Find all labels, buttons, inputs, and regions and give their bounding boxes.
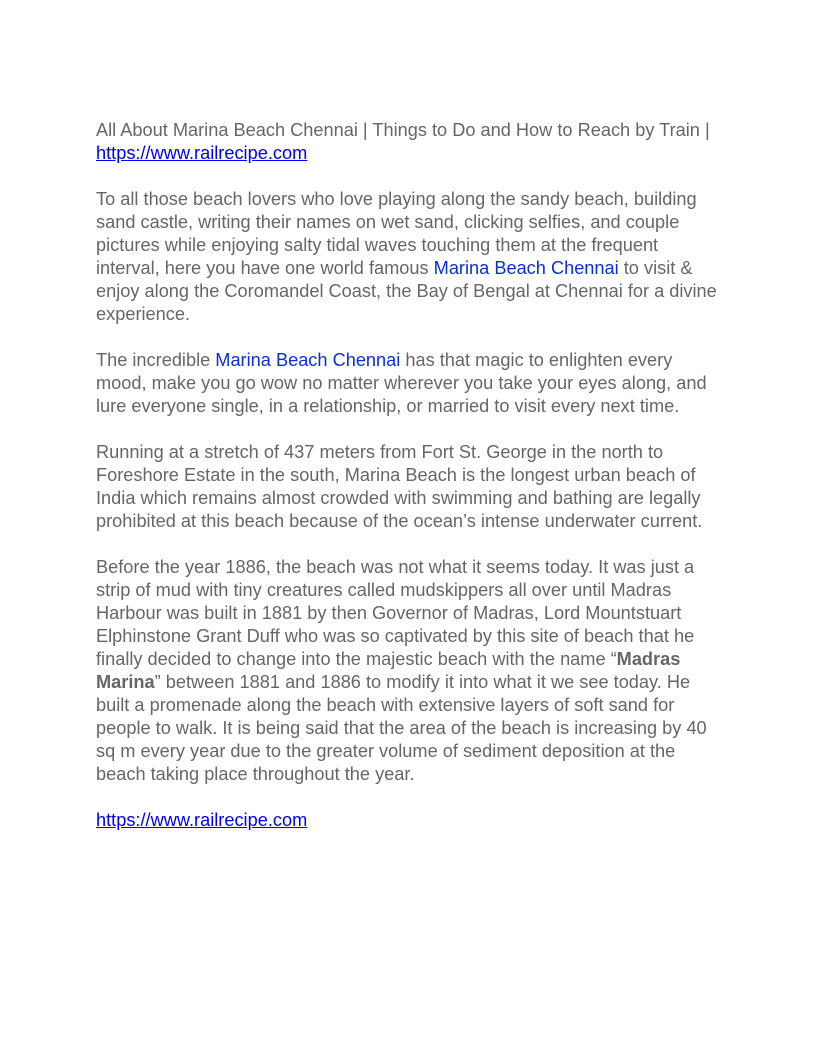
paragraph-history-text-end: ” between 1881 and 1886 to modify it into what it we see today. He built a promenade along the beach with extensive layers of soft sand for people to walk. It is being said that the area of the beach is increasing by 40 sq m every year due to the greater volume of sediment deposition at the beach taking place throughout the year. bbox=[96, 672, 707, 784]
paragraph-history-text-start: Before the year 1886, the beach was not what it seems today. It was just a strip of mud with tiny creatures called mudskippers all over until Madras Harbour was built in 1881 by then Governor of Madras, Lord Mountstuart Elphinstone Grant Duff who was so captivated by this site of beach that he finally decided to change into the majestic beach with the name “ bbox=[96, 557, 695, 669]
title-text: All About Marina Beach Chennai | Things to Do and How to Reach by Train | bbox=[96, 120, 710, 140]
title-url-link[interactable]: https://www.railrecipe.com bbox=[96, 143, 308, 163]
paragraph-intro bbox=[96, 188, 726, 326]
paragraph-stretch bbox=[96, 441, 726, 533]
madras-marina-bold: Madras Marina bbox=[96, 649, 681, 692]
document-title bbox=[96, 119, 726, 165]
paragraph-stretch-text: Running at a stretch of 437 meters from Fort St. George in the north to Foreshore Estate in the south, Marina Beach is the longest urban beach of India which remains almost crowded with swimming and bathing are legally prohibited at this beach because of the ocean’s intense underwater current. bbox=[96, 442, 703, 531]
marina-beach-link-1[interactable]: Marina Beach Chennai bbox=[433, 258, 619, 278]
paragraph-magic-text-end: has that magic to enlighten every mood, make you go wow no matter wherever you take your eyes along, and lure everyone single, in a relationship, or married to visit every next time. bbox=[96, 350, 707, 416]
paragraph-history bbox=[96, 556, 726, 786]
footer-url-link[interactable]: https://www.railrecipe.com bbox=[96, 810, 308, 830]
paragraph-intro-text-end: to visit & enjoy along the Coromandel Coast, the Bay of Bengal at Chennai for a divine experience. bbox=[96, 258, 717, 324]
paragraph-magic bbox=[96, 349, 726, 418]
marina-beach-link-2[interactable]: Marina Beach Chennai bbox=[215, 350, 401, 370]
paragraph-magic-text-start: The incredible bbox=[96, 350, 216, 370]
footer-link-paragraph bbox=[96, 809, 726, 832]
paragraph-intro-text-start: To all those beach lovers who love playing along the sandy beach, building sand castle, writing their names on wet sand, clicking selfies, and couple pictures while enjoying salty tidal waves touching them at the frequent interval, here you have one world famous bbox=[96, 189, 697, 278]
document-page bbox=[96, 119, 726, 855]
